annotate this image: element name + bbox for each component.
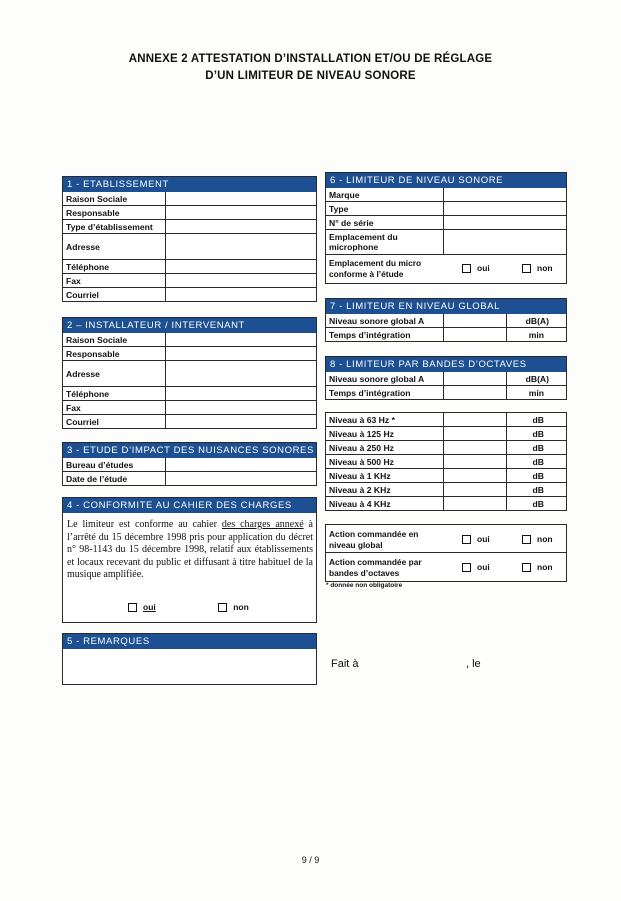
option-label: oui <box>477 263 490 273</box>
field-value[interactable] <box>165 333 316 347</box>
band-label: Niveau à 250 Hz <box>326 441 443 455</box>
option-non[interactable] <box>522 534 553 544</box>
section-header: 2 – INSTALLATEUR / INTERVENANT <box>63 318 316 333</box>
field-value[interactable] <box>443 314 506 328</box>
field-label: Courriel <box>63 288 165 302</box>
field-label: Niveau sonore global A <box>326 314 443 328</box>
band-value[interactable] <box>443 497 506 511</box>
etude-table <box>63 458 316 485</box>
band-label: Niveau à 63 Hz * <box>326 413 443 427</box>
field-value[interactable] <box>165 288 316 302</box>
field-value[interactable] <box>443 188 566 202</box>
field-value[interactable] <box>165 458 316 472</box>
action-label: Action commandée en niveau global <box>329 529 419 550</box>
action-row-bandes <box>326 553 566 581</box>
band-label: Niveau à 2 KHz <box>326 483 443 497</box>
band-label: Niveau à 500 Hz <box>326 455 443 469</box>
band-label: Niveau à 125 Hz <box>326 427 443 441</box>
field-label: Bureau d’études <box>63 458 165 472</box>
checkbox-non[interactable] <box>218 603 227 612</box>
section-niveaux-bandes <box>325 412 567 511</box>
band-value[interactable] <box>443 483 506 497</box>
option-oui[interactable] <box>128 602 156 612</box>
option-label: non <box>233 602 249 612</box>
field-label: Fax <box>63 401 165 415</box>
limiteur-table <box>326 188 566 254</box>
checkbox-oui[interactable] <box>462 563 471 572</box>
field-label: Niveau sonore global A <box>326 372 443 386</box>
field-value[interactable] <box>443 202 566 216</box>
field-value[interactable] <box>165 401 316 415</box>
band-unit: dB <box>506 497 566 511</box>
field-label: Raison Sociale <box>63 192 165 206</box>
section-limiteur <box>325 172 567 284</box>
title-line-1: ANNEXE 2 ATTESTATION D’INSTALLATION ET/OU DE RÉGLAGE <box>128 53 493 65</box>
band-unit: dB <box>506 483 566 497</box>
band-value[interactable] <box>443 427 506 441</box>
text-part: Le limiteur est conforme au cahier <box>67 519 222 530</box>
checkbox-oui[interactable] <box>462 264 471 273</box>
action-label: Action commandée par bandes d’octaves <box>329 557 422 578</box>
band-unit: dB <box>506 455 566 469</box>
band-unit: dB <box>506 441 566 455</box>
option-oui[interactable] <box>462 534 490 544</box>
field-label: Type <box>326 202 443 216</box>
option-non[interactable] <box>522 263 553 273</box>
checkbox-oui[interactable] <box>462 535 471 544</box>
field-value[interactable] <box>443 328 506 342</box>
field-value[interactable] <box>443 230 566 255</box>
section-remarques <box>62 633 317 685</box>
field-label: Courriel <box>63 415 165 429</box>
field-value[interactable] <box>165 192 316 206</box>
field-unit: dB(A) <box>506 372 566 386</box>
option-label: non <box>537 562 553 572</box>
section-header: 7 - LIMITEUR EN NIVEAU GLOBAL <box>326 299 566 314</box>
section-header: 3 - ETUDE D’IMPACT DES NUISANCES SONORES <box>63 443 316 458</box>
option-oui[interactable] <box>462 562 490 572</box>
action-row-global <box>326 525 566 553</box>
field-unit: dB(A) <box>506 314 566 328</box>
band-unit: dB <box>506 427 566 441</box>
field-label: Adresse <box>63 361 165 387</box>
section-header: 4 - CONFORMITE AU CAHIER DES CHARGES <box>63 498 316 513</box>
section-header: 5 - REMARQUES <box>63 634 316 649</box>
section-installateur <box>62 317 317 429</box>
niveau-global-table <box>326 314 566 341</box>
field-value[interactable] <box>165 234 316 260</box>
text-part: à l’arrêté du 15 décembre 1998 pris pour application du décret n° 98-1143 du 15 décembre 1998, relatif aux établissements et locaux recevant du public et diffusant à titre habituel de la musique amplifiée. <box>67 519 313 580</box>
field-value[interactable] <box>443 386 506 400</box>
field-value[interactable] <box>165 220 316 234</box>
field-value[interactable] <box>165 387 316 401</box>
section-etude-impact <box>62 442 317 486</box>
option-non[interactable] <box>522 562 553 572</box>
conforme-label: Emplacement du micro conforme à l’étude <box>329 258 422 279</box>
section-header: 1 - ETABLISSEMENT <box>63 177 316 192</box>
field-label: Temps d’intégration <box>326 386 443 400</box>
band-label: Niveau à 4 KHz <box>326 497 443 511</box>
field-label: Raison Sociale <box>63 333 165 347</box>
checkbox-non[interactable] <box>522 264 531 273</box>
field-value[interactable] <box>165 274 316 288</box>
band-value[interactable] <box>443 469 506 483</box>
field-label: Téléphone <box>63 260 165 274</box>
field-value[interactable] <box>443 372 506 386</box>
conformite-options <box>128 597 249 615</box>
option-label: non <box>537 534 553 544</box>
field-value[interactable] <box>165 206 316 220</box>
field-label: Date de l’étude <box>63 472 165 486</box>
remarques-area[interactable] <box>63 649 316 684</box>
option-label: oui <box>477 562 490 572</box>
field-label: Fax <box>63 274 165 288</box>
option-non[interactable] <box>218 602 249 612</box>
field-label: Marque <box>326 188 443 202</box>
field-value[interactable] <box>165 472 316 486</box>
checkbox-oui[interactable] <box>128 603 137 612</box>
page-number: 9 / 9 <box>301 855 320 865</box>
band-unit: dB <box>506 469 566 483</box>
field-label: Téléphone <box>63 387 165 401</box>
section-header: 8 - LIMITEUR PAR BANDES D’OCTAVES <box>326 357 566 372</box>
bandes-table <box>326 372 566 399</box>
installateur-table <box>63 333 316 428</box>
field-label: Emplacement du microphone <box>326 230 443 255</box>
band-label: Niveau à 1 KHz <box>326 469 443 483</box>
field-value[interactable] <box>165 415 316 429</box>
field-unit: min <box>506 328 566 342</box>
option-label: oui <box>477 534 490 544</box>
option-oui[interactable] <box>462 263 490 273</box>
field-label: Responsable <box>63 347 165 361</box>
field-value[interactable] <box>165 347 316 361</box>
checkbox-non[interactable] <box>522 563 531 572</box>
page-title <box>0 51 621 85</box>
field-value[interactable] <box>165 260 316 274</box>
section-bandes-octaves <box>325 356 567 400</box>
section-niveau-global <box>325 298 567 342</box>
section-conformite <box>62 497 317 623</box>
section-header: 6 - LIMITEUR DE NIVEAU SONORE <box>326 173 566 188</box>
fait-a-label: Fait à <box>331 658 359 670</box>
option-label: oui <box>143 602 156 612</box>
conforme-row <box>326 254 566 283</box>
date-label: , le <box>466 658 481 670</box>
section-actions <box>325 524 567 582</box>
field-label: Type d’établissement <box>63 220 165 234</box>
text-underlined: des charges annexé <box>221 519 304 530</box>
band-value[interactable] <box>443 455 506 469</box>
conformite-text <box>63 513 316 582</box>
band-unit: dB <box>506 413 566 427</box>
footnote: * donnée non obligatoire <box>326 582 403 589</box>
band-value[interactable] <box>443 413 506 427</box>
section-etablissement <box>62 176 317 302</box>
field-unit: min <box>506 386 566 400</box>
field-value[interactable] <box>443 216 566 230</box>
etablissement-table <box>63 192 316 301</box>
title-line-2: D’UN LIMITEUR DE NIVEAU SONORE <box>205 70 416 82</box>
checkbox-non[interactable] <box>522 535 531 544</box>
field-label: Temps d’intégration <box>326 328 443 342</box>
field-label: Responsable <box>63 206 165 220</box>
field-value[interactable] <box>165 361 316 387</box>
field-label: N° de série <box>326 216 443 230</box>
field-label: Adresse <box>63 234 165 260</box>
option-label: non <box>537 263 553 273</box>
band-value[interactable] <box>443 441 506 455</box>
niveaux-table <box>326 413 566 510</box>
